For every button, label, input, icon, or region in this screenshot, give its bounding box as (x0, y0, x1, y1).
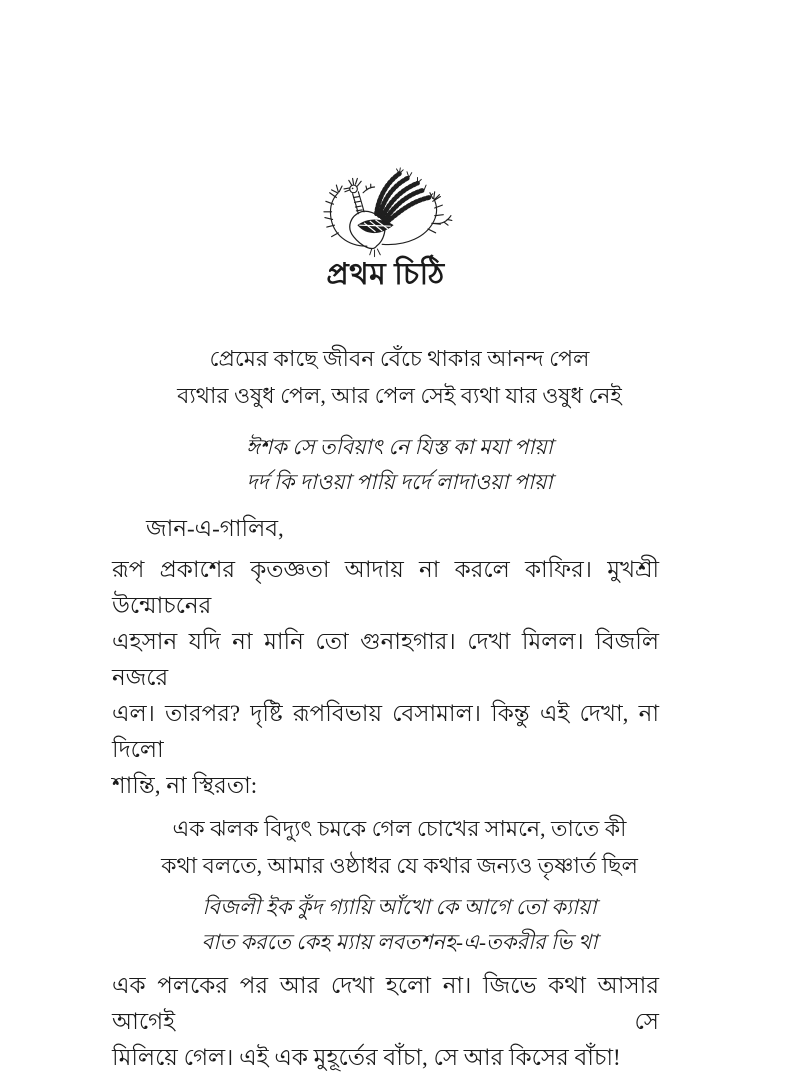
verse-line: বাত করতে কেহ ম্যায় লবতশনহ-এ-তকরীর ভি থা (201, 930, 598, 954)
verse-line: ঈশক সে তবিয়াৎ নে যিস্ত কা মযা পায়া (246, 435, 553, 459)
verse-line: দর্দ কি দাওয়া পায়ি দর্দে লাদাওয়া পায়া (246, 470, 553, 494)
verse-line: এক ঝলক বিদ্যুৎ চমকে গেল চোখের সামনে, তাতে কী (172, 816, 627, 841)
paragraph-two (112, 968, 659, 1076)
salutation: জান-এ-গালিব, (146, 516, 284, 541)
bengali-epigraph-verse (112, 340, 659, 414)
paragraph-one (112, 552, 659, 804)
bengali-verse-flash (112, 810, 659, 884)
paragraph-line: এহসান যদি না মানি তো গুনাহগার। দেখা মিলল। বিজলি নজরে (112, 629, 659, 690)
urdu-couplet-bijli (112, 890, 659, 960)
verse-line: বিজলী ইক কুঁদ গ্যায়ি আঁখো কে আগে তো ক্যায়া (202, 895, 597, 919)
verse-line: কথা বলতে, আমার ওষ্ঠাধর যে কথার জন্যও তৃষ্ণার্ত ছিল (161, 853, 638, 878)
paragraph-line: রূপ প্রকাশের কৃতজ্ঞতা আদায় না করলে কাফির। মুখশ্রী উন্মোচনের (112, 557, 659, 618)
paragraph-line: মিলিয়ে গেল। এই এক মুহূর্তের বাঁচা, সে আর কিসের বাঁচা! (112, 1045, 621, 1070)
paragraph-line: শান্তি, না স্থিরতা: (112, 773, 258, 798)
urdu-couplet-ishq (112, 430, 659, 500)
chapter-title: প্রথম চিঠি (326, 258, 445, 291)
paragraph-line: এক পলকের পর আর দেখা হলো না। জিভে কথা আসার আগেই সে (112, 973, 659, 1034)
verse-line: প্রেমের কাছে জীবন বেঁচে থাকার আনন্দ পেল (209, 346, 590, 371)
peacock-bird-icon (318, 166, 454, 250)
peacock-ornament (112, 166, 659, 250)
paragraph-line: এল। তারপর? দৃষ্টি রূপবিভায় বেসামাল। কিন্তু এই দেখা, না দিলো (112, 701, 659, 762)
verse-line: ব্যথার ওষুধ পেল, আর পেল সেই ব্যথা যার ওষুধ নেই (177, 383, 622, 408)
